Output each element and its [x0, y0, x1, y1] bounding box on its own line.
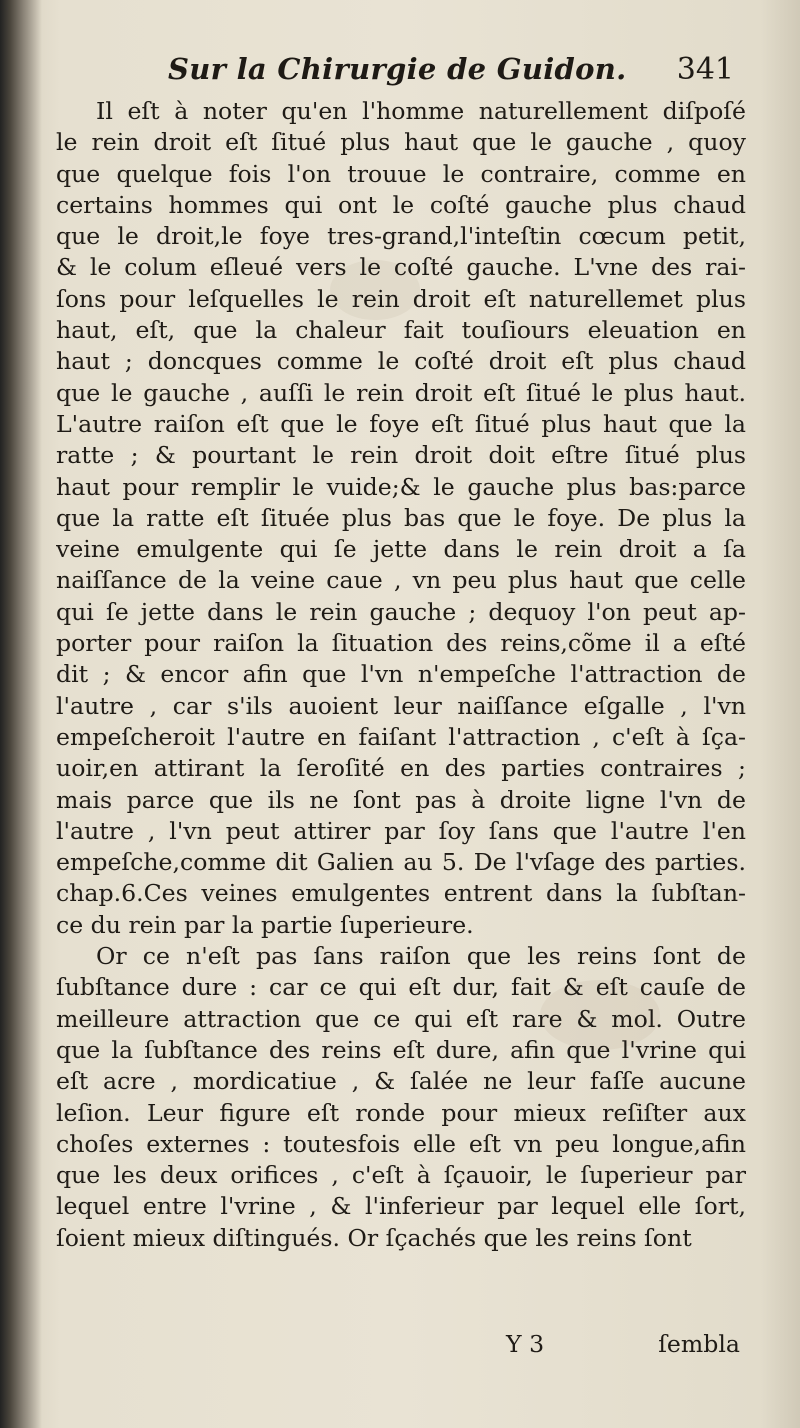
running-title: Sur la Chirurgie de Guidon. — [168, 52, 627, 86]
text-line: que le droit,le foye tres-grand,l'inteſtin cœcum petit, — [56, 222, 746, 251]
text-line: haut, eſt, que la chaleur fait touſiours eleuation en — [56, 316, 746, 345]
text-line: l'autre , l'vn peut attirer par ſoy ſans que l'autre l'en — [56, 816, 746, 845]
text-line: Or ce n'eſt pas ſans raiſon que les reins ſont de — [96, 942, 746, 971]
page-number: 341 — [676, 52, 734, 87]
text-line: que le gauche , auſſi le rein droit eſt ſitué le plus haut. — [56, 378, 746, 407]
text-line: ratte ; & pourtant le rein droit doit eſtre ſitué plus — [56, 441, 746, 470]
text-line: choſes externes : toutesfois elle eſt vn peu longue,afin — [56, 1129, 746, 1158]
text-line: leſion. Leur figure eſt ronde pour mieux reſiſter aux — [56, 1098, 746, 1127]
text-line: mais parce que ils ne ſont pas à droite ligne l'vn de — [56, 785, 746, 814]
text-line: empeſche,comme dit Galien au 5. De l'vſage des parties. — [56, 848, 746, 877]
text-line: naiſſance de la veine caue , vn peu plus haut que celle — [56, 566, 746, 595]
text-line: haut ; doncques comme le coſté droit eſt plus chaud — [56, 347, 746, 376]
text-line: ſubſtance dure : car ce qui eſt dur, fait & eſt cauſe de — [56, 973, 746, 1002]
text-line: porter pour raiſon la ſituation des reins,cõme il a eſté — [56, 629, 746, 658]
paragraph — [56, 941, 746, 1254]
page-header — [168, 52, 748, 96]
body-text — [56, 96, 746, 1254]
text-line: que quelque fois l'on trouue le contraire, comme en — [56, 159, 746, 188]
page-footer — [56, 1330, 746, 1366]
text-line: ſons pour leſquelles le rein droit eſt naturellemet plus — [56, 284, 746, 313]
catchword: ſembla — [658, 1330, 740, 1358]
text-line: Il eſt à noter qu'en l'homme naturellement diſpoſé — [96, 97, 746, 125]
text-line: veine emulgente qui ſe jette dans le rein droit a ſa — [56, 535, 746, 564]
text-line: que les deux orifices , c'eſt à ſçauoir, le ſuperieur par — [56, 1161, 746, 1190]
text-line: L'autre raiſon eſt que le foye eſt ſitué plus haut que la — [56, 409, 746, 438]
text-line: uoir,en attirant la ſeroſité en des parties contraires ; — [56, 754, 746, 783]
text-line: ſoient mieux diſtingués. Or ſçachés que les reins ſont — [56, 1223, 692, 1252]
text-line: qui ſe jette dans le rein gauche ; dequoy l'on peut ap- — [56, 597, 746, 626]
text-line: haut pour remplir le vuide;& le gauche plus bas:parce — [56, 472, 746, 501]
binding-gutter-shadow — [0, 0, 42, 1428]
text-line: que la ſubſtance des reins eſt dure, afin que l'vrine qui — [56, 1035, 746, 1064]
paragraph — [56, 96, 746, 941]
text-line: le rein droit eſt ſitué plus haut que le gauche , quoy — [56, 128, 746, 157]
text-line: eſt acre , mordicatiue , & ſalée ne leur faſſe aucune — [56, 1067, 746, 1096]
text-line: chap.6.Ces veines emulgentes entrent dans la ſubſtan- — [56, 879, 746, 908]
text-line: empeſcheroit l'autre en faiſant l'attraction , c'eſt à ſça- — [56, 722, 746, 751]
text-line: lequel entre l'vrine , & l'inferieur par lequel elle ſort, — [56, 1192, 746, 1221]
text-line: ce du rein par la partie ſuperieure. — [56, 910, 474, 939]
text-line: l'autre , car s'ils auoient leur naiſſance eſgalle , l'vn — [56, 691, 746, 720]
text-line: meilleure attraction que ce qui eſt rare & mol. Outre — [56, 1004, 746, 1033]
signature-mark: Y 3 — [506, 1330, 545, 1358]
text-line: certains hommes qui ont le coſté gauche plus chaud — [56, 190, 746, 219]
text-line: dit ; & encor afin que l'vn n'empeſche l'attraction de — [56, 660, 746, 689]
text-line: & le colum eſleué vers le coſté gauche. L'vne des rai- — [56, 253, 746, 282]
text-line: que la ratte eſt ſituée plus bas que le foye. De plus la — [56, 503, 746, 532]
